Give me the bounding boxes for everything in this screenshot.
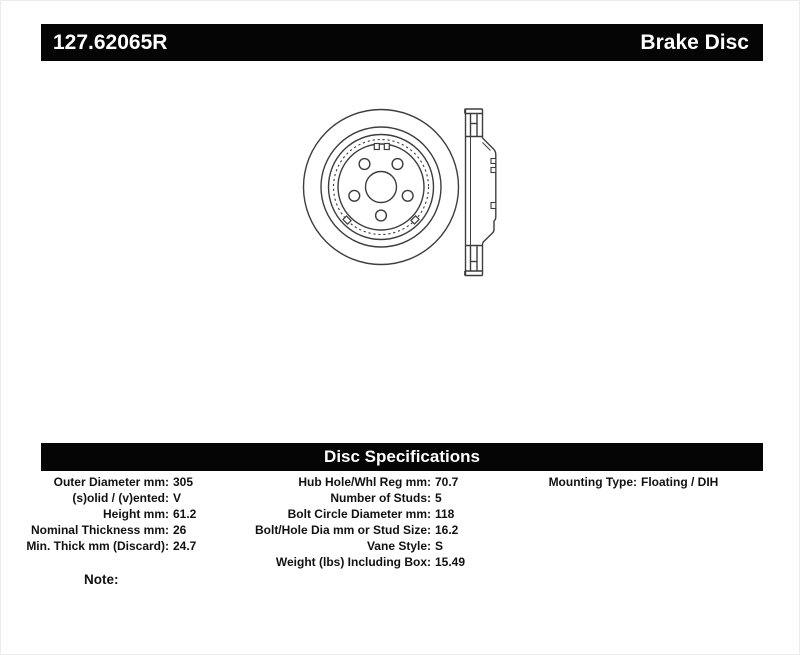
spec-label: Height mm: [103,507,169,521]
spec-row-height [19,506,196,522]
spec-label: Outer Diameter mm: [53,475,169,489]
spec-label: Vane Style: [366,539,431,553]
rotor-rim-inner-edge [321,127,441,247]
stud-hole [392,159,403,170]
spec-label: Hub Hole/Whl Reg mm: [298,475,431,489]
stud-hole [349,190,360,201]
spec-label: Mounting Type: [548,475,637,489]
spec-row-vane-style [239,538,465,554]
spec-value: 24.7 [173,539,197,553]
spec-column-mounting [527,474,718,490]
spec-row-nominal-thickness [19,522,196,538]
spec-value: V [173,491,182,505]
spec-section-title: Disc Specifications [324,447,480,466]
spec-value: 26 [173,523,187,537]
spec-value: 15.49 [435,555,466,569]
spec-row-weight-including-box [239,554,465,570]
spec-value: S [435,539,444,553]
brake-disc-technical-drawing [1,1,800,441]
spec-row-min-thickness-discard [19,538,196,554]
stud-hole [359,159,370,170]
spec-row-bolt-hole-dia-stud-size [239,522,465,538]
spec-label: Bolt Circle Diameter mm: [287,507,431,521]
spec-row-bolt-circle-diameter [239,506,465,522]
spec-label: Number of Studs: [330,491,431,505]
spec-column-dimensions [19,474,196,554]
hat-top-circle [338,144,424,230]
stud-hole [402,190,413,201]
spec-label: Min. Thick mm (Discard): [26,539,169,553]
spec-row-hub-hole-whl-reg [239,474,465,490]
hat-tab [491,203,496,209]
notch-tab [384,144,389,150]
brake-disc-front-view [304,110,459,265]
notch-tab [374,144,379,150]
hat-inner-wall [483,143,491,151]
hat-tab [491,168,496,173]
spec-row-outer-diameter [19,474,196,490]
spec-label: (s)olid / (v)ented: [72,491,169,505]
stud-hole [376,210,387,221]
part-number: 127.62065R [53,30,168,54]
spec-label: Nominal Thickness mm: [30,523,169,537]
hat-profile [483,138,496,246]
spec-value: 61.2 [173,507,197,521]
product-title: Brake Disc [640,30,749,54]
rotor-outer-edge [304,110,459,265]
spec-column-hub-studs [239,474,465,570]
spec-value: Floating / DIH [641,475,719,489]
note-label: Note: [84,572,119,587]
hat-flange-circle [329,135,434,240]
spec-value: 5 [435,491,442,505]
spec-value: 70.7 [435,475,459,489]
hat-tab [491,159,496,164]
spec-section-header [41,443,763,471]
brake-disc-side-profile-view [465,109,496,276]
spec-row-solid-vented [19,490,196,506]
spec-label: Weight (lbs) Including Box: [275,555,431,569]
spec-row-number-of-studs [239,490,465,506]
spec-value: 305 [173,475,194,489]
spec-row-mounting-type [527,474,718,490]
spec-label: Bolt/Hole Dia mm or Stud Size: [254,523,431,537]
spec-value: 16.2 [435,523,459,537]
spec-value: 118 [435,507,455,521]
hub-center-hole [366,172,397,203]
